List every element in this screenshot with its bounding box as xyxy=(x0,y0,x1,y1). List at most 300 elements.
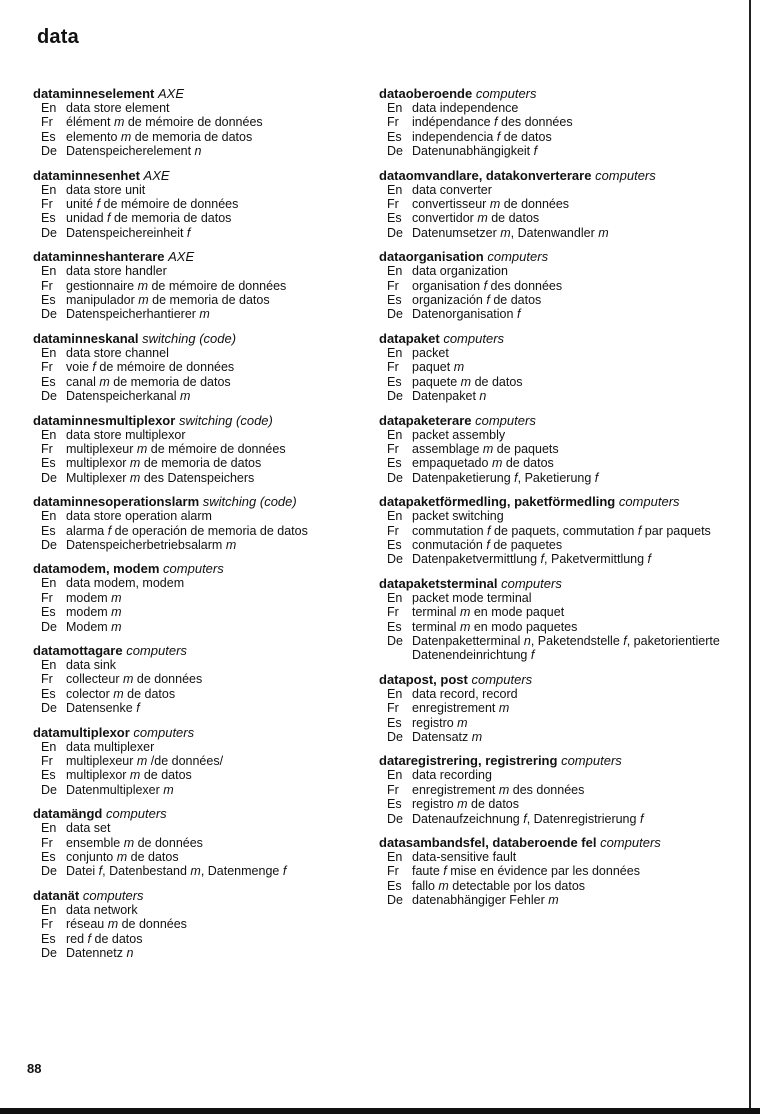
translation-fragment: Datenmultiplexer xyxy=(66,782,164,797)
dictionary-entry xyxy=(379,331,725,404)
dictionary-entry xyxy=(33,249,378,322)
gender-marker: m xyxy=(111,619,122,634)
translation-text xyxy=(66,509,378,523)
translation-fragment: de paquetes xyxy=(489,537,563,552)
gender-marker: m xyxy=(498,701,510,716)
translation-text xyxy=(412,864,725,878)
translation-text xyxy=(66,346,378,360)
translation-row xyxy=(33,917,378,931)
translation-row xyxy=(379,605,725,619)
language-code: De xyxy=(41,470,57,485)
translation-fragment: paquete xyxy=(412,374,461,389)
entry-term-line xyxy=(33,806,378,821)
headword: datapaketerare xyxy=(379,412,472,428)
translation-fragment: data store unit xyxy=(66,182,146,197)
entry-term-line xyxy=(33,643,378,658)
translation-fragment: Datenspeicherbetriebsalarm xyxy=(66,537,226,552)
gender-marker: m xyxy=(500,225,511,240)
translation-fragment: detectable por los datos xyxy=(448,878,586,893)
translation-text xyxy=(66,428,378,442)
translation-text xyxy=(412,428,725,442)
translation-fragment: Datennetz xyxy=(66,946,127,961)
translation-text xyxy=(412,812,725,826)
language-code: Es xyxy=(41,129,56,144)
translation-text xyxy=(66,672,378,686)
translation-row xyxy=(33,850,378,864)
language-code: Es xyxy=(387,293,402,308)
subject-domain: computers xyxy=(133,724,195,740)
translation-fragment: faute xyxy=(412,864,444,879)
translation-fragment: unité xyxy=(66,197,97,212)
gender-marker: n xyxy=(523,633,531,648)
translation-row xyxy=(33,456,378,470)
entry-term-line xyxy=(379,86,725,101)
headword: datasambandsfel, databeroende fel xyxy=(379,835,597,851)
language-code: Fr xyxy=(41,115,53,130)
translation-text xyxy=(66,360,378,374)
language-code: Es xyxy=(41,374,56,389)
translation-text xyxy=(412,144,725,158)
translation-fragment: paquet xyxy=(412,360,454,375)
right-column xyxy=(379,86,725,917)
language-code: De xyxy=(41,225,57,240)
translation-fragment: Datenpaketierung xyxy=(412,470,515,485)
gender-marker: f xyxy=(514,470,518,485)
translation-row xyxy=(33,864,378,878)
gender-marker: f xyxy=(107,523,112,538)
dictionary-entry xyxy=(379,753,725,826)
translation-fragment: Datenorganisation xyxy=(412,307,517,322)
language-code: De xyxy=(41,537,57,552)
translation-fragment: gestionnaire xyxy=(66,278,138,293)
language-code: En xyxy=(41,182,57,197)
translation-fragment: conjunto xyxy=(66,850,117,865)
dictionary-entry xyxy=(33,725,378,798)
translation-fragment: des données xyxy=(497,115,573,130)
gender-marker: m xyxy=(453,360,465,375)
subject-domain: computers xyxy=(475,412,536,428)
translation-fragment: data record, record xyxy=(412,686,518,701)
language-code: Fr xyxy=(41,197,53,212)
translation-text xyxy=(66,701,378,715)
translation-fragment: , Datenmenge xyxy=(200,864,283,879)
translation-fragment: de datos xyxy=(91,931,143,946)
language-code: Fr xyxy=(41,672,53,687)
entry-term-line xyxy=(379,753,725,768)
translation-row xyxy=(379,879,725,893)
translation-fragment: de mémoire de données xyxy=(95,360,235,375)
headword: dataminnesmultiplexor xyxy=(33,412,176,428)
translation-text xyxy=(66,226,378,240)
dictionary-entry xyxy=(33,888,378,961)
translation-row xyxy=(379,197,725,211)
subject-domain: computers xyxy=(105,806,167,822)
translation-row xyxy=(33,130,378,144)
translation-row xyxy=(379,211,725,225)
translation-fragment: enregistrement xyxy=(412,701,499,716)
subject-domain: computers xyxy=(163,561,224,577)
translation-fragment: /de données/ xyxy=(147,754,224,768)
translation-row xyxy=(33,524,378,538)
gender-marker: f xyxy=(186,225,191,240)
translation-fragment: data modem, modem xyxy=(66,576,185,591)
translation-row xyxy=(379,893,725,907)
translation-fragment: data-sensitive fault xyxy=(412,850,517,865)
translation-row xyxy=(33,740,378,754)
translation-text xyxy=(412,279,725,293)
gender-marker: m xyxy=(548,893,559,908)
translation-text xyxy=(412,620,725,634)
subject-domain: computers xyxy=(501,575,562,591)
translation-fragment: , Paketendstelle xyxy=(530,633,624,648)
translation-text xyxy=(412,783,725,797)
language-code: Es xyxy=(41,456,56,471)
translation-fragment: de datos xyxy=(123,686,176,701)
language-code: De xyxy=(41,946,57,961)
language-code: De xyxy=(387,225,403,240)
translation-text xyxy=(412,538,725,552)
translation-row xyxy=(379,307,725,321)
language-code: En xyxy=(387,590,403,605)
gender-marker: f xyxy=(647,552,652,567)
dictionary-entry xyxy=(33,168,378,241)
translation-row xyxy=(33,279,378,293)
translation-fragment: data independence xyxy=(412,101,519,115)
translation-fragment: de memoria de datos xyxy=(109,374,231,389)
translation-text xyxy=(66,144,378,158)
headword: datapaketsterminal xyxy=(379,575,498,591)
entry-term-line xyxy=(33,86,378,101)
translation-row xyxy=(379,293,725,307)
language-code: En xyxy=(387,345,403,360)
translation-row xyxy=(33,442,378,456)
translation-text xyxy=(412,471,725,485)
translation-row xyxy=(379,783,725,797)
translation-row xyxy=(379,538,725,552)
translation-fragment: en modo paquetes xyxy=(470,619,578,634)
translation-row xyxy=(379,264,725,278)
gender-marker: f xyxy=(487,523,491,538)
translation-row xyxy=(33,672,378,686)
page-number: 88 xyxy=(27,1061,42,1076)
translation-text xyxy=(412,879,725,893)
gender-marker: m xyxy=(129,456,141,471)
language-code: Fr xyxy=(41,360,53,375)
language-code: Fr xyxy=(41,754,53,768)
language-code: En xyxy=(41,576,57,591)
translation-row xyxy=(379,471,725,485)
translation-row xyxy=(33,428,378,442)
translation-text xyxy=(412,197,725,211)
headword: dataregistrering, registrering xyxy=(379,753,558,769)
translation-fragment: multiplexor xyxy=(66,768,130,783)
translation-row xyxy=(379,360,725,374)
translation-row xyxy=(33,932,378,946)
gender-marker: f xyxy=(136,701,140,716)
translation-fragment: data store multiplexor xyxy=(66,427,186,442)
language-code: En xyxy=(387,509,403,524)
gender-marker: m xyxy=(137,278,148,293)
gender-marker: m xyxy=(491,456,503,471)
gender-marker: m xyxy=(460,374,472,389)
language-code: Fr xyxy=(387,782,399,797)
subject-domain: computers xyxy=(475,86,537,101)
translation-text xyxy=(66,197,378,211)
headword: dataminneshanterare xyxy=(33,249,165,265)
translation-text xyxy=(412,893,725,907)
entry-term-line xyxy=(379,576,725,591)
translation-text xyxy=(412,701,725,715)
language-code: De xyxy=(41,307,57,322)
translation-fragment: de datos xyxy=(487,211,540,226)
language-code: En xyxy=(387,768,403,783)
translation-row xyxy=(379,130,725,144)
translation-row xyxy=(379,509,725,523)
translation-fragment: organización xyxy=(412,293,487,308)
translation-text xyxy=(412,389,725,403)
scan-edge-bottom xyxy=(0,1108,760,1114)
headword: datapost, post xyxy=(379,671,468,687)
translation-text xyxy=(412,797,725,811)
translation-fragment: des données xyxy=(509,782,585,797)
page-heading: data xyxy=(37,26,79,48)
language-code: En xyxy=(387,850,403,865)
translation-fragment: par paquets xyxy=(641,523,711,538)
headword: datamottagare xyxy=(33,642,123,658)
gender-marker: m xyxy=(459,605,471,620)
translation-row xyxy=(33,346,378,360)
translation-fragment: de mémoire de données xyxy=(148,278,287,293)
translation-text xyxy=(412,375,725,389)
translation-row xyxy=(33,605,378,619)
gender-marker: n xyxy=(194,144,202,159)
translation-text xyxy=(66,576,378,590)
translation-fragment: de paquets, commutation xyxy=(490,523,638,538)
headword: datamängd xyxy=(33,806,103,822)
gender-marker: m xyxy=(498,782,510,797)
translation-row xyxy=(33,538,378,552)
language-code: Fr xyxy=(387,864,399,879)
language-code: Fr xyxy=(41,590,53,605)
language-code: En xyxy=(41,101,57,115)
entry-term-line xyxy=(33,168,378,183)
translation-row xyxy=(33,768,378,782)
gender-marker: m xyxy=(120,129,132,144)
translation-text xyxy=(66,850,378,864)
language-code: De xyxy=(387,552,403,567)
translation-fragment: data organization xyxy=(412,264,508,279)
subject-domain: switching (code) xyxy=(202,494,297,510)
gender-marker: m xyxy=(129,470,141,485)
dictionary-entry xyxy=(379,168,725,241)
language-code: De xyxy=(41,864,57,879)
translation-fragment: empaquetado xyxy=(412,456,492,471)
translation-fragment: de datos xyxy=(467,797,520,812)
translation-fragment: réseau xyxy=(66,917,108,932)
translation-fragment: de operación de memoria de datos xyxy=(111,523,308,538)
language-code: Fr xyxy=(387,701,399,716)
translation-fragment: data store operation alarm xyxy=(66,509,212,524)
translation-fragment: de memoria de datos xyxy=(140,456,262,471)
translation-fragment: modem xyxy=(66,590,112,605)
language-code: De xyxy=(387,307,403,322)
translation-fragment: des Datenspeichers xyxy=(140,470,255,485)
gender-marker: m xyxy=(136,754,148,768)
translation-row xyxy=(33,307,378,321)
translation-row xyxy=(33,389,378,403)
subject-domain: computers xyxy=(126,642,187,658)
translation-row xyxy=(379,850,725,864)
gender-marker: f xyxy=(530,648,535,663)
translation-fragment: Datenpaketterminal xyxy=(412,633,524,648)
subject-domain: computers xyxy=(595,167,656,183)
subject-domain: computers xyxy=(471,671,533,687)
translation-text xyxy=(66,754,378,768)
language-code: Fr xyxy=(387,197,399,212)
translation-fragment: élément xyxy=(66,115,114,130)
subject-domain: computers xyxy=(82,887,144,903)
translation-fragment: data converter xyxy=(412,182,492,197)
translation-fragment: en mode paquet xyxy=(470,605,565,620)
translation-text xyxy=(66,264,378,278)
entry-term-line xyxy=(33,413,378,428)
translation-row xyxy=(33,101,378,115)
gender-marker: m xyxy=(190,864,201,879)
translation-fragment: de données xyxy=(118,917,187,932)
translation-text xyxy=(66,821,378,835)
language-code: Fr xyxy=(387,278,399,293)
translation-fragment: convertisseur xyxy=(412,197,490,212)
headword: dataminnesoperationslarm xyxy=(33,494,200,510)
language-code: Fr xyxy=(387,360,399,375)
dictionary-entry xyxy=(33,413,378,486)
language-code: Fr xyxy=(41,278,53,293)
entry-term-line xyxy=(33,888,378,903)
translation-row xyxy=(33,658,378,672)
subject-domain: computers xyxy=(600,835,661,851)
translation-text xyxy=(412,634,725,663)
translation-text xyxy=(66,917,378,931)
language-code: Es xyxy=(41,850,56,865)
translation-text xyxy=(412,101,725,115)
headword: datamultiplexor xyxy=(33,724,130,740)
language-code: Es xyxy=(41,523,56,538)
language-code: Es xyxy=(387,878,402,893)
translation-row xyxy=(379,101,725,115)
translation-fragment: Datenspeicherelement xyxy=(66,144,195,159)
gender-marker: f xyxy=(483,278,488,293)
translation-text xyxy=(412,552,725,566)
translation-row xyxy=(33,687,378,701)
gender-marker: f xyxy=(92,360,96,375)
gender-marker: m xyxy=(107,917,119,932)
translation-text xyxy=(66,183,378,197)
translation-text xyxy=(412,605,725,619)
translation-row xyxy=(33,783,378,797)
translation-text xyxy=(412,130,725,144)
translation-text xyxy=(66,538,378,552)
translation-fragment: de datos xyxy=(140,768,192,783)
translation-fragment: conmutación xyxy=(412,537,487,552)
translation-row xyxy=(33,264,378,278)
translation-text xyxy=(412,509,725,523)
translation-text xyxy=(412,211,725,225)
translation-fragment: assemblage xyxy=(412,441,483,456)
gender-marker: m xyxy=(138,293,149,308)
gender-marker: f xyxy=(87,931,92,946)
translation-text xyxy=(66,932,378,946)
translation-row xyxy=(379,226,725,240)
language-code: Es xyxy=(387,456,402,471)
dictionary-entry xyxy=(33,86,378,159)
dictionary-entry xyxy=(33,561,378,634)
subject-domain: computers xyxy=(487,249,549,265)
gender-marker: m xyxy=(199,307,210,322)
translation-fragment: Datei xyxy=(66,864,99,879)
translation-text xyxy=(66,836,378,850)
translation-row xyxy=(33,226,378,240)
entry-term-line xyxy=(33,561,378,576)
dictionary-entry xyxy=(379,576,725,663)
translation-text xyxy=(412,307,725,321)
translation-fragment: data store channel xyxy=(66,345,169,360)
translation-fragment: registro xyxy=(412,797,458,812)
translation-row xyxy=(379,279,725,293)
language-code: En xyxy=(41,902,57,917)
language-code: De xyxy=(387,633,403,648)
scan-edge-right xyxy=(749,0,751,1114)
translation-row xyxy=(33,293,378,307)
translation-text xyxy=(66,389,378,403)
translation-text xyxy=(66,524,378,538)
translation-text xyxy=(412,346,725,360)
translation-text xyxy=(66,783,378,797)
translation-fragment: Datensatz xyxy=(412,730,472,744)
language-code: Fr xyxy=(41,835,53,850)
translation-row xyxy=(33,903,378,917)
language-code: Fr xyxy=(41,917,53,932)
translation-fragment: de mémoire de données xyxy=(100,197,239,212)
translation-fragment: de datos xyxy=(471,374,523,389)
subject-domain: computers xyxy=(561,753,622,769)
translation-fragment: de mémoire de données xyxy=(147,441,286,456)
translation-fragment: data network xyxy=(66,902,138,917)
translation-text xyxy=(412,524,725,538)
language-code: Es xyxy=(41,931,56,946)
gender-marker: m xyxy=(179,389,191,404)
translation-text xyxy=(66,293,378,307)
dictionary-entry xyxy=(379,672,725,745)
translation-text xyxy=(412,115,725,129)
language-code: Es xyxy=(41,605,56,620)
dictionary-entry xyxy=(379,249,725,322)
translation-text xyxy=(66,605,378,619)
gender-marker: f xyxy=(533,144,538,159)
translation-text xyxy=(412,293,725,307)
gender-marker: f xyxy=(637,523,642,538)
gender-marker: f xyxy=(96,197,101,212)
language-code: En xyxy=(387,182,403,197)
subject-domain: switching (code) xyxy=(178,412,273,428)
translation-fragment: de datos xyxy=(127,850,179,865)
translation-fragment: , paketorientierte Datenendeinrichtung xyxy=(412,633,724,663)
language-code: En xyxy=(41,657,57,672)
translation-text xyxy=(412,730,725,744)
translation-row xyxy=(379,812,725,826)
translation-text xyxy=(66,115,378,129)
language-code: De xyxy=(387,893,403,908)
translation-fragment: , Paketierung xyxy=(517,470,595,485)
